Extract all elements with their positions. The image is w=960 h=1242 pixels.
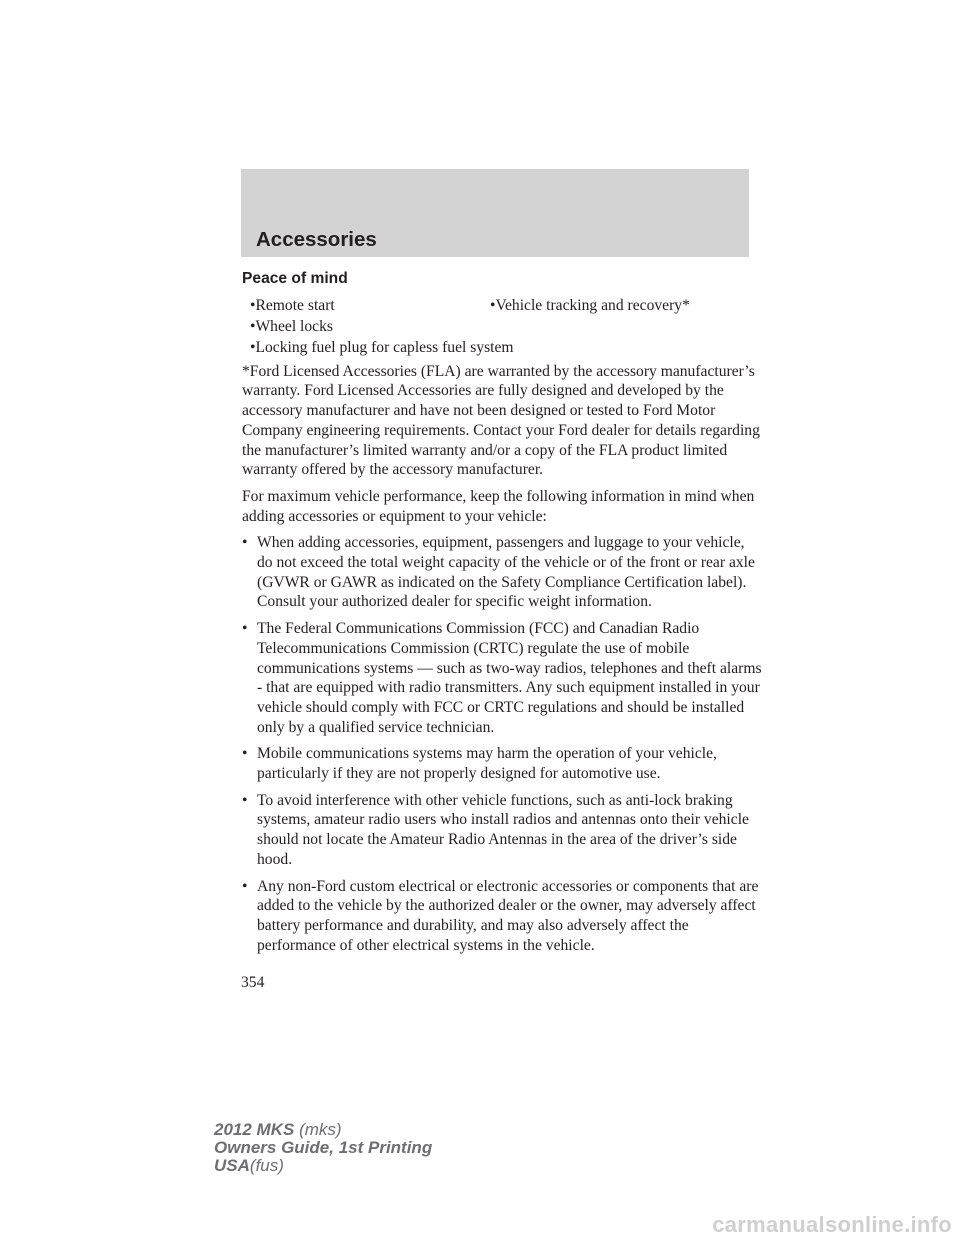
footer-guide-line [214, 1139, 432, 1157]
intro-paragraph: For maximum vehicle performance, keep the following information in mind when adding accessories or equipment to your vehicle: [242, 487, 755, 525]
bullet-glyph: • [250, 317, 256, 335]
footer-guide: Owners Guide, 1st Printing [214, 1138, 433, 1157]
list-item [250, 317, 333, 337]
bullet-glyph: • [250, 296, 256, 314]
accessory-guidelines-list [242, 533, 762, 955]
bullet-glyph: • [250, 338, 256, 356]
list-item-text: Vehicle tracking and recovery* [495, 296, 690, 314]
list-item-text: Remote start [255, 296, 335, 314]
list-item [242, 744, 762, 783]
peace-of-mind-list [242, 296, 762, 358]
watermark: carmanualsonline.info [712, 1212, 952, 1237]
bullet-glyph: • [242, 745, 248, 763]
page-title: Accessories [256, 228, 377, 251]
list-item [242, 791, 762, 870]
footer-model-line [214, 1121, 432, 1139]
list-item-text: Mobile communications systems may harm the operation of your vehicle, particularly if they are not properly designed for automotive use. [257, 745, 717, 783]
list-item [490, 296, 690, 316]
list-item-text: Any non-Ford custom electrical or electronic accessories or components that are added to the vehicle by the authorized dealer or the owner, may adversely affect battery performance and durability, and may also adversely affect the performance of other electrical systems in the vehicle. [257, 877, 759, 954]
footer-model-code: (mks) [299, 1120, 342, 1139]
list-item-text: The Federal Communications Commission (FCC) and Canadian Radio Telecommunications Commission (CRTC) regulate the use of mobile communications systems — such as two-way radios, telephones and theft alarms - that are equipped with radio transmitters. Any such equipment installed in your vehicle should comply with FCC or CRTC regulations and should be installed only by a qualified service technician. [257, 620, 762, 736]
page-number: 354 [241, 974, 265, 991]
list-item-text: Locking fuel plug for capless fuel system [255, 338, 514, 356]
bullet-glyph: • [242, 877, 248, 895]
bullet-glyph: • [242, 620, 248, 638]
bullet-glyph: • [242, 791, 248, 809]
list-item-text: When adding accessories, equipment, passengers and luggage to your vehicle, do not exceed the total weight capacity of the vehicle or of the front or rear axle (GVWR or GAWR as indicated on the Safety Compliance Certification label). Consult your authorized dealer for specific weight information. [257, 534, 755, 611]
section-heading: Peace of mind [242, 270, 348, 287]
list-item-text: Wheel locks [255, 317, 333, 335]
list-item-text: To avoid interference with other vehicle functions, such as anti-lock braking systems, amateur radio users who install radios and antennas onto their vehicle should not locate the Amateur Radio Antennas in the area of the driver’s side hood. [257, 791, 749, 868]
footer-model: 2012 MKS [214, 1120, 295, 1139]
list-item [250, 338, 514, 358]
fla-warranty-paragraph: *Ford Licensed Accessories (FLA) are warranted by the accessory manufacturer’s warranty. Ford Licensed Accessories are fully designed and developed by the accessory manufacturer and have not been designed or tested to Ford Motor Company engineering requirements. Contact your Ford dealer for details regarding the manufacturer’s limited warranty and/or a copy of the FLA product limited warranty offered by the accessory manufacturer. [242, 362, 760, 479]
document-footer [214, 1121, 432, 1175]
list-item [242, 619, 762, 737]
list-item [250, 296, 335, 316]
footer-region: USA [214, 1156, 250, 1175]
bullet-glyph: • [490, 296, 496, 314]
list-item [242, 533, 762, 612]
footer-region-line [214, 1157, 432, 1175]
bullet-glyph: • [242, 534, 248, 552]
list-item [242, 877, 762, 956]
footer-region-code: (fus) [249, 1156, 284, 1175]
page-content [242, 269, 762, 962]
